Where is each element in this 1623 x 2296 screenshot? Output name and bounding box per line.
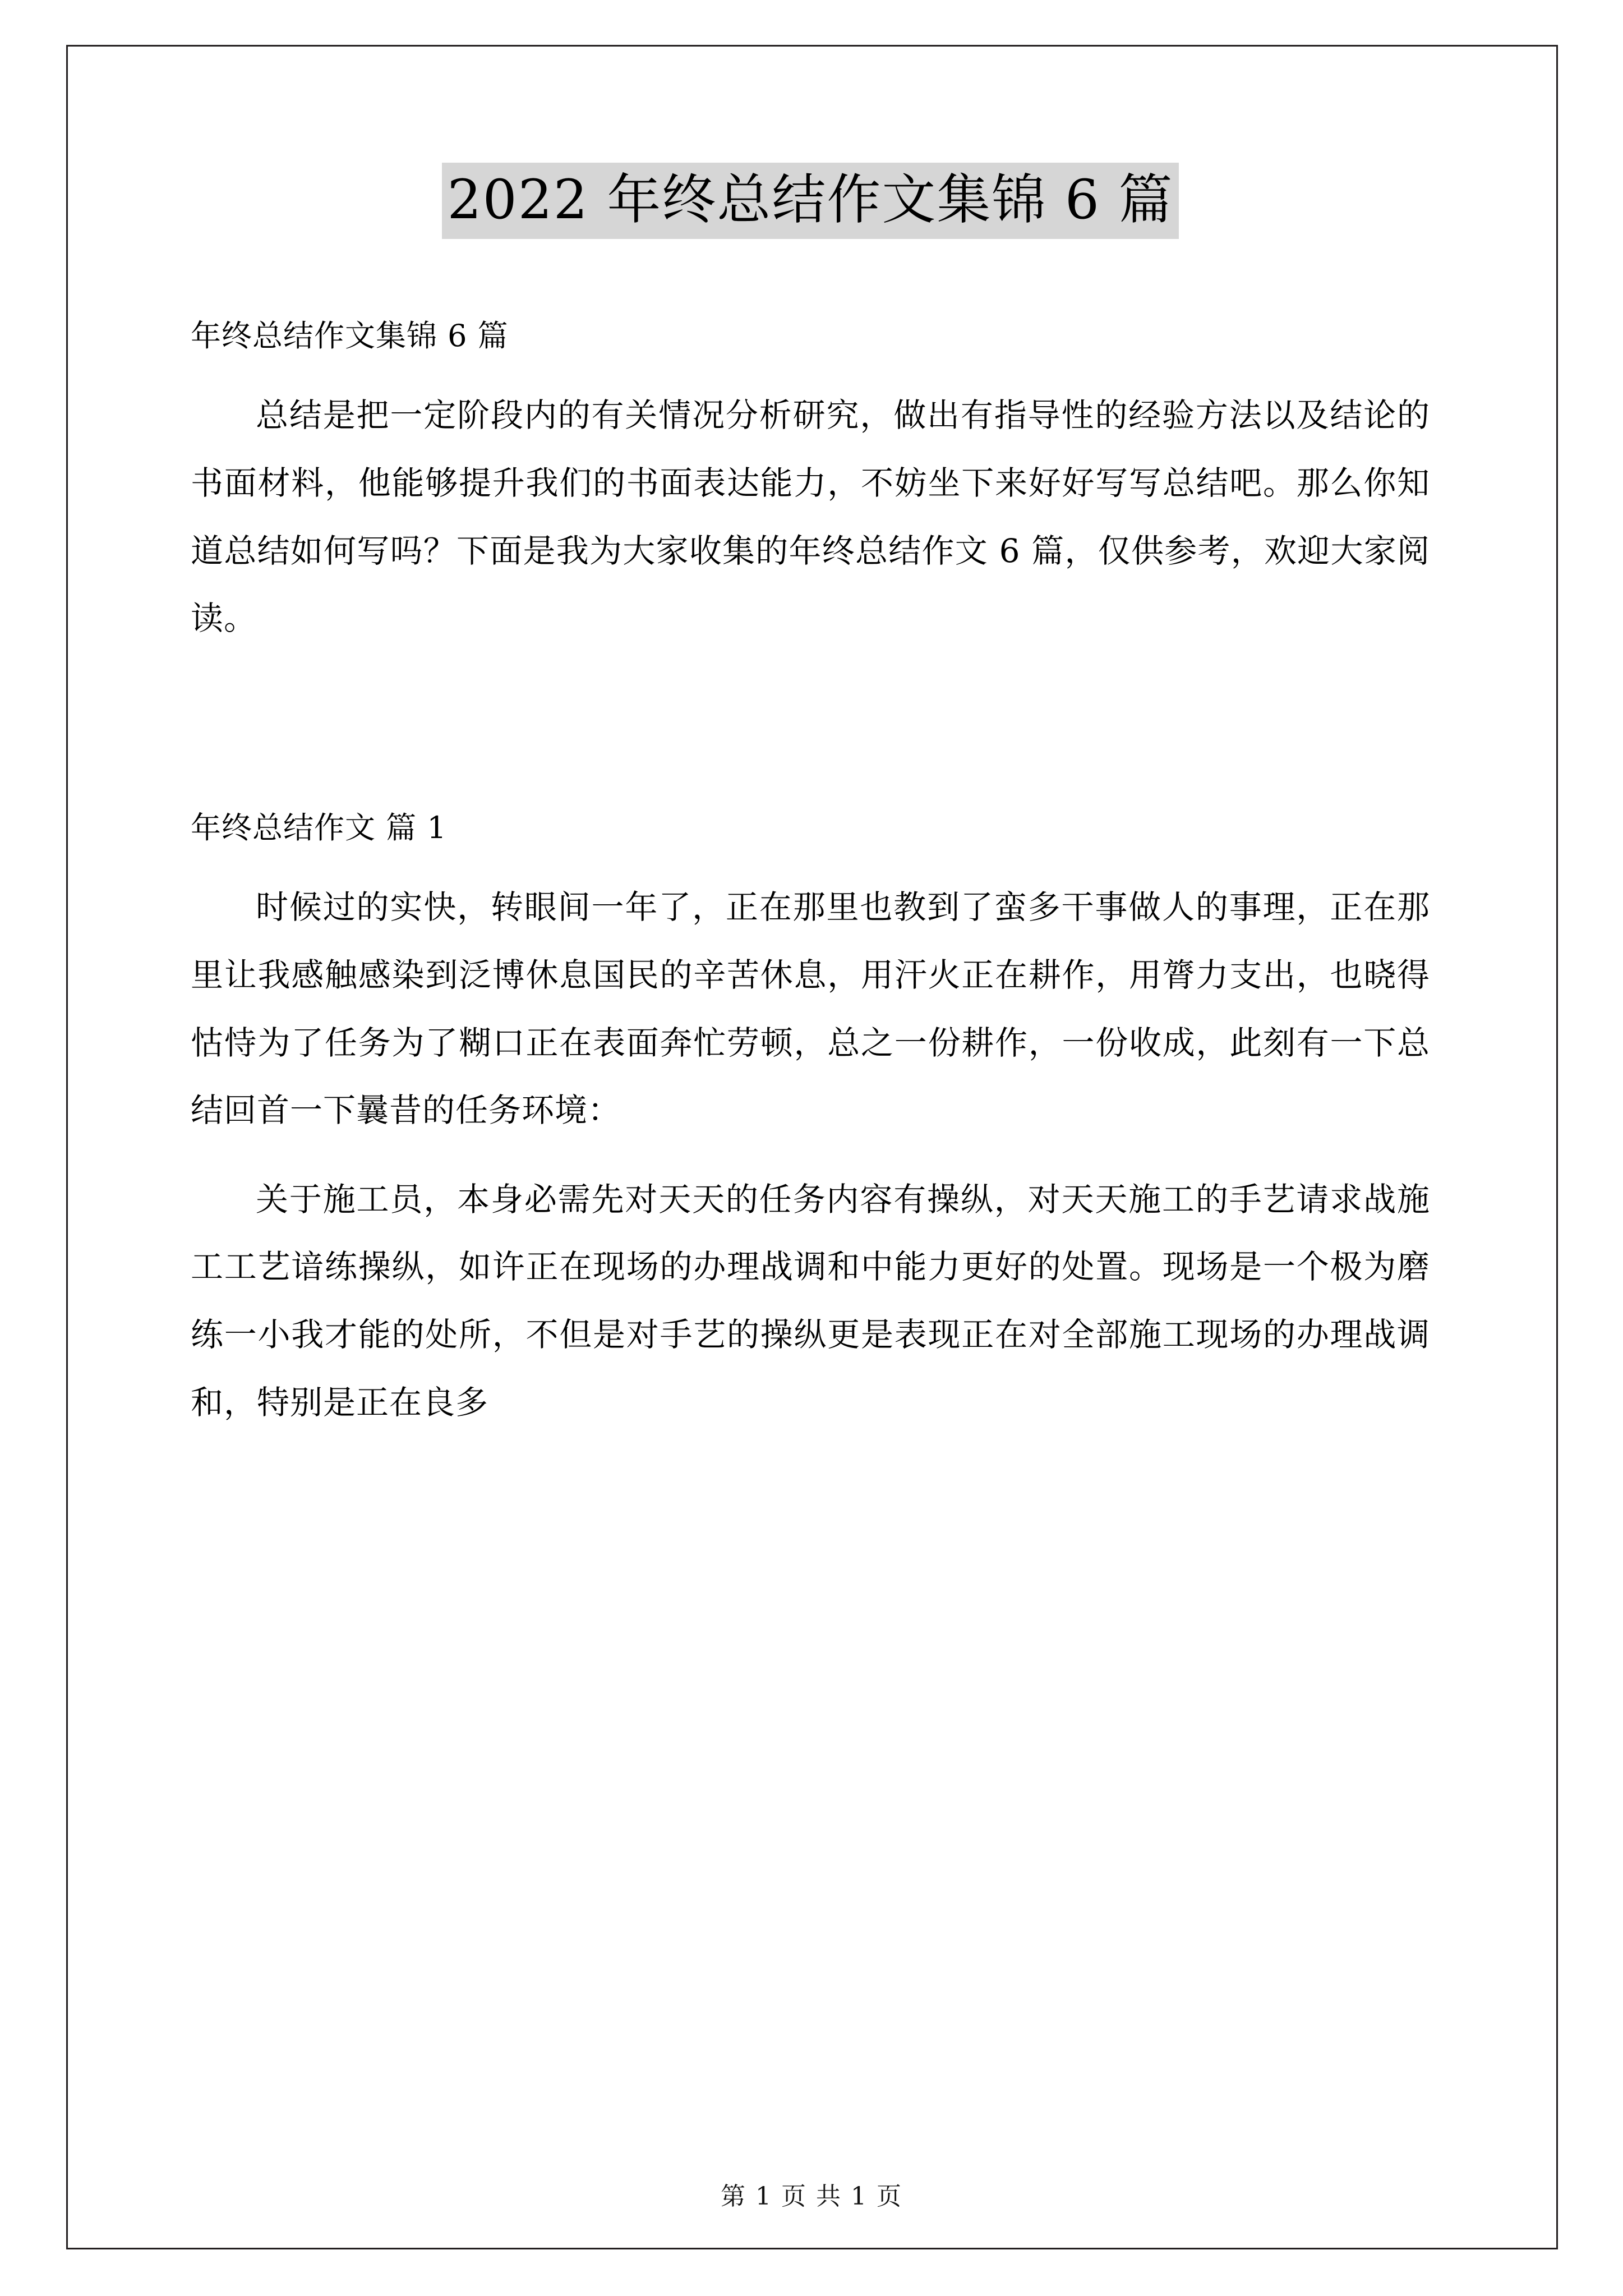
intro-paragraph: 总结是把一定阶段内的有关情况分析研究，做出有指导性的经验方法以及结论的书面材料，他能够提升我们的书面表达能力，不妨坐下来好好写写总结吧。那么你知道总结如何写吗？下面是我为大家收集的年终总结作文 6 篇，仅供参考，欢迎大家阅读。 (191, 396, 1430, 638)
body-paragraph-2: 关于施工员，本身必需先对天天的任务内容有操纵，对天天施工的手艺请求战施工工艺谙练操纵，如许正在现场的办理战调和中能力更好的处置。现场是一个极为磨练一小我才能的处所，不但是对手艺的操纵更是表现正在对全部施工现场的办理战调和，特别是正在良多 (191, 1180, 1430, 1421)
body-paragraph-1: 时候过的实快，转眼间一年了，正在那里也教到了蛮多干事做人的事理，正在那里让我感触感染到泛博休息国民的辛苦休息，用汗火正在耕作，用膂力支出，也晓得怙恃为了任务为了糊口正在表面奔忙劳顿，总之一份耕作，一份收成，此刻有一下总结回首一下曩昔的任务环境： (191, 888, 1430, 1130)
page-title (191, 163, 1430, 239)
page-title-highlight: 2022 年终总结作文集锦 6 篇 (442, 163, 1179, 239)
section-label: 年终总结作文 篇 1 (191, 809, 447, 845)
document-subtitle: 年终总结作文集锦 6 篇 (191, 318, 509, 353)
page-footer: 第 1 页 共 1 页 (721, 2182, 902, 2211)
document-content (191, 163, 1430, 1436)
paragraph-spacer (191, 652, 1430, 720)
